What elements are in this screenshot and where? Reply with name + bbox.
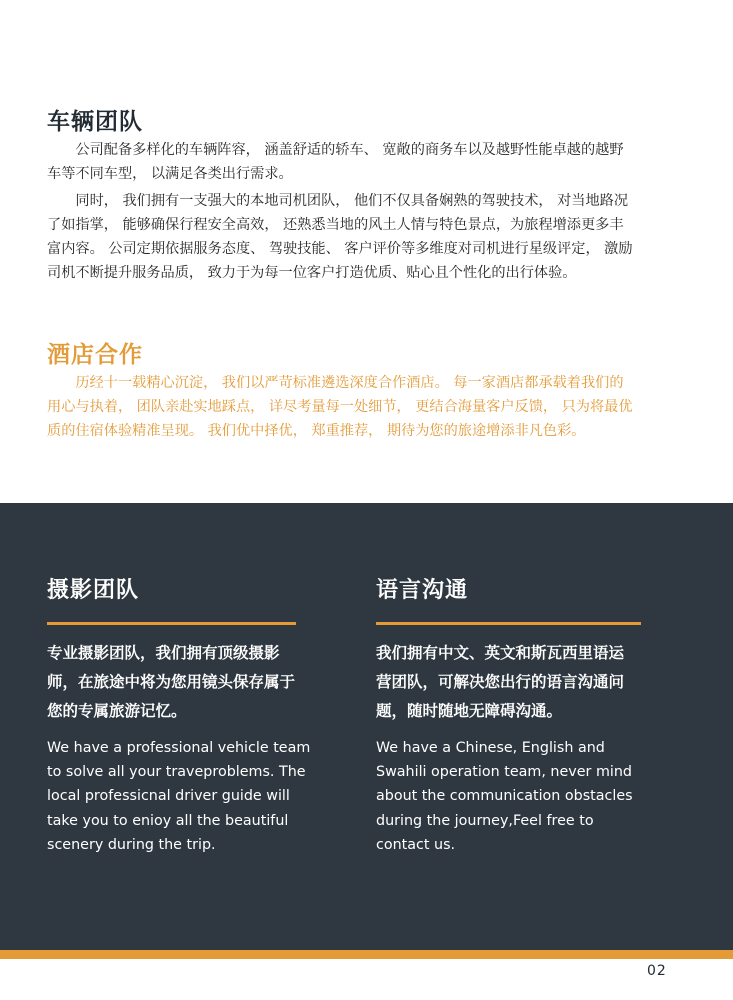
photography-text-en: We have a professional vehicle team to solve all your traveproblems. The local professicnal driver guide will take you to enioy all the beautiful scenery during the trip.: [47, 740, 311, 853]
language-text-cn: 我们拥有中文、英文和斯瓦西里语运营团队，可解决您出行的语言沟通问题，随时随地无障碍沟通。: [376, 644, 625, 720]
language-column: [376, 573, 636, 857]
photography-divider: [47, 622, 296, 625]
photography-column: [47, 573, 311, 857]
vehicle-team-title: 车辆团队: [47, 109, 143, 135]
language-divider: [376, 622, 641, 625]
page-number: 02: [647, 963, 667, 979]
hotel-partnership-title: 酒店合作: [47, 342, 143, 368]
language-text-en: We have a Chinese, English and Swahili operation team, never mind about the communication obstacles during the journey,Feel free to contact us.: [376, 740, 633, 853]
footer-accent-strip: [0, 950, 733, 959]
photography-text-cn: 专业摄影团队，我们拥有顶级摄影师，在旅途中将为您用镜头保存属于您的专属旅游记忆。: [47, 644, 296, 720]
language-communication-title: 语言沟通: [376, 578, 469, 603]
hotel-paragraph: 历经十一载精心沉淀， 我们以严苛标准遴选深度合作酒店。 每一家酒店都承载着我们的用心与执着， 团队亲赴实地踩点， 详尽考量每一处细节， 更结合海量客户反馈， 只为将最优质的住宿体验精准呈现。 我们优中择优， 郑重推荐， 期待为您的旅途增添非凡色彩。: [47, 375, 633, 439]
photography-team-title: 摄影团队: [47, 578, 140, 603]
vehicle-paragraph-2: 同时， 我们拥有一支强大的本地司机团队， 他们不仅具备娴熟的驾驶技术， 对当地路况了如指掌， 能够确保行程安全高效， 还熟悉当地的风土人情与特色景点，为旅程增添更多丰富内容。 公司定期依据服务态度、 驾驶技能、 客户评价等多维度对司机进行星级评定， 激励司机不断提升服务品质， 致力于为每一位客户打造优质、贴心且个性化的出行体验。: [47, 193, 633, 281]
vehicle-paragraph-1: 公司配备多样化的车辆阵容， 涵盖舒适的轿车、 宽敞的商务车以及越野性能卓越的越野车等不同车型， 以满足各类出行需求。: [47, 142, 624, 182]
services-panel: [0, 503, 733, 950]
